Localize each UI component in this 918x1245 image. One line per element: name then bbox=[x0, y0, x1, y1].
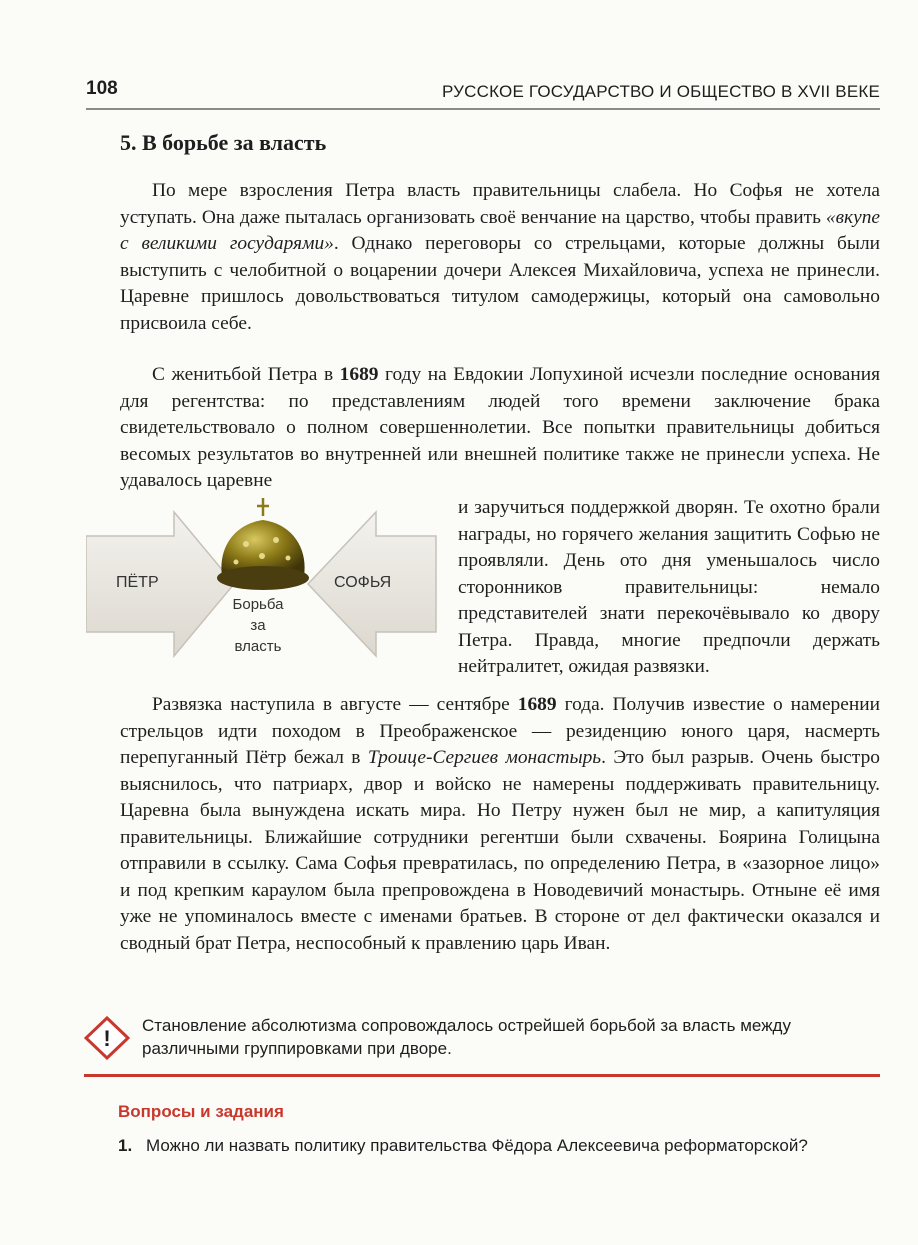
diagram-center-line-2: за bbox=[250, 617, 266, 634]
warning-icon bbox=[84, 1016, 130, 1060]
diagram-left-label: ПЁТР bbox=[116, 574, 159, 591]
paragraph-1-quote: «вкупе с великими государями» bbox=[120, 206, 880, 254]
paragraph-3 bbox=[120, 692, 880, 957]
diagram-center-line-3: власть bbox=[234, 638, 282, 655]
question-number: 1. bbox=[118, 1136, 133, 1155]
question-item bbox=[118, 1134, 880, 1157]
paragraph-1-text-end: . Однако переговоры со стрельцами, которые должны были выступить с челобитной о воцарении дочери Алексея Михайловича, успеха не принесли. Царевне пришлось довольствоваться титулом самодержицы, который она самовольно присвоила себе. bbox=[120, 233, 881, 334]
paragraph-3-place: Троице-Сергиев монастырь bbox=[367, 747, 602, 768]
struggle-diagram bbox=[86, 494, 446, 674]
paragraph-1 bbox=[120, 178, 880, 337]
paragraph-3-text: Развязка наступила в августе — сентябре bbox=[152, 694, 518, 715]
section-title: 5. В борьбе за власть bbox=[120, 130, 327, 155]
paragraph-2-text-mid: году на Евдокии Лопухиной исчезли последние основания для регентства: по представлениям людей того времени заключение брака свидетельствовало о полном совершеннолетии. Все попытки правительницы добиться весомых результатов во внутренней или внешней политике также не принесли успеха. Не удавалось царевне bbox=[120, 364, 881, 491]
diagram-center-line-1: Борьба bbox=[232, 596, 284, 613]
diagram-center-caption bbox=[218, 594, 298, 657]
paragraph-1-text: По мере взросления Петра власть правительницы слабела. Но Софья не хотела уступать. Она даже пыталась организовать своё венчание на царство, чтобы править bbox=[120, 180, 880, 228]
running-title: РУССКОЕ ГОСУДАРСТВО И ОБЩЕСТВО В XVII ВЕКЕ bbox=[442, 82, 880, 101]
note-text: Становление абсолютизма сопровождалось острейшей борьбой за власть между различными группировками при дворе. bbox=[142, 1016, 791, 1058]
page-number: 108 bbox=[86, 78, 118, 99]
diagram-right-label: СОФЬЯ bbox=[334, 574, 392, 591]
question-text: Можно ли назвать политику правительства Фёдора Алексеевича реформаторской? bbox=[146, 1136, 808, 1155]
paragraph-3-text-end: . Это был разрыв. Очень быстро выяснилось, что патриарх, двор и войско не намерены поддерживать правительницу. Царевна была вынуждена искать мира. Но Петру нужен был не мир, а капитуляция правительницы. Ближайшие сотрудники регентши были схвачены. Боярина Голицына отправили в ссылку. Сама Софья превратилась, по определению Петра, в «зазорное лицо» и под крепким караулом была препровождена в Новодевичий монастырь. Отныне её имя уже не упоминалось вместе с именами братьев. В стороне от дел фактически оказался и сводный брат Петра, неспособный к правлению царь Иван. bbox=[120, 747, 880, 954]
questions-heading: Вопросы и задания bbox=[118, 1102, 284, 1121]
key-point-note bbox=[84, 1010, 880, 1077]
paragraph-2-wrap: и заручиться поддержкой дворян. Те охотно брали награды, но горячего желания защитить Софью не проявляли. День ото дня уменьшалось число сторонников правительницы: немало представителей знати перекочёвывало ко двору Петра. Правда, многие предпочли держать нейтралитет, ожидая развязки. bbox=[458, 497, 880, 677]
paragraph-2 bbox=[120, 362, 880, 495]
paragraph-2-text: С женитьбой Петра в bbox=[152, 364, 340, 385]
left-arrow bbox=[86, 512, 234, 656]
paragraph-3-text-mid: года. Получив известие о намерении стрельцов идти походом в Преображенское — резиденцию юного царя, насмерть перепуганный Пётр бежал в bbox=[120, 694, 880, 768]
cap-of-monomakh-icon bbox=[217, 498, 309, 590]
page-header bbox=[86, 74, 880, 110]
paragraph-2-year: 1689 bbox=[339, 364, 379, 385]
paragraph-3-year: 1689 bbox=[517, 694, 557, 715]
warning-icon-symbol: ! bbox=[103, 1026, 111, 1051]
